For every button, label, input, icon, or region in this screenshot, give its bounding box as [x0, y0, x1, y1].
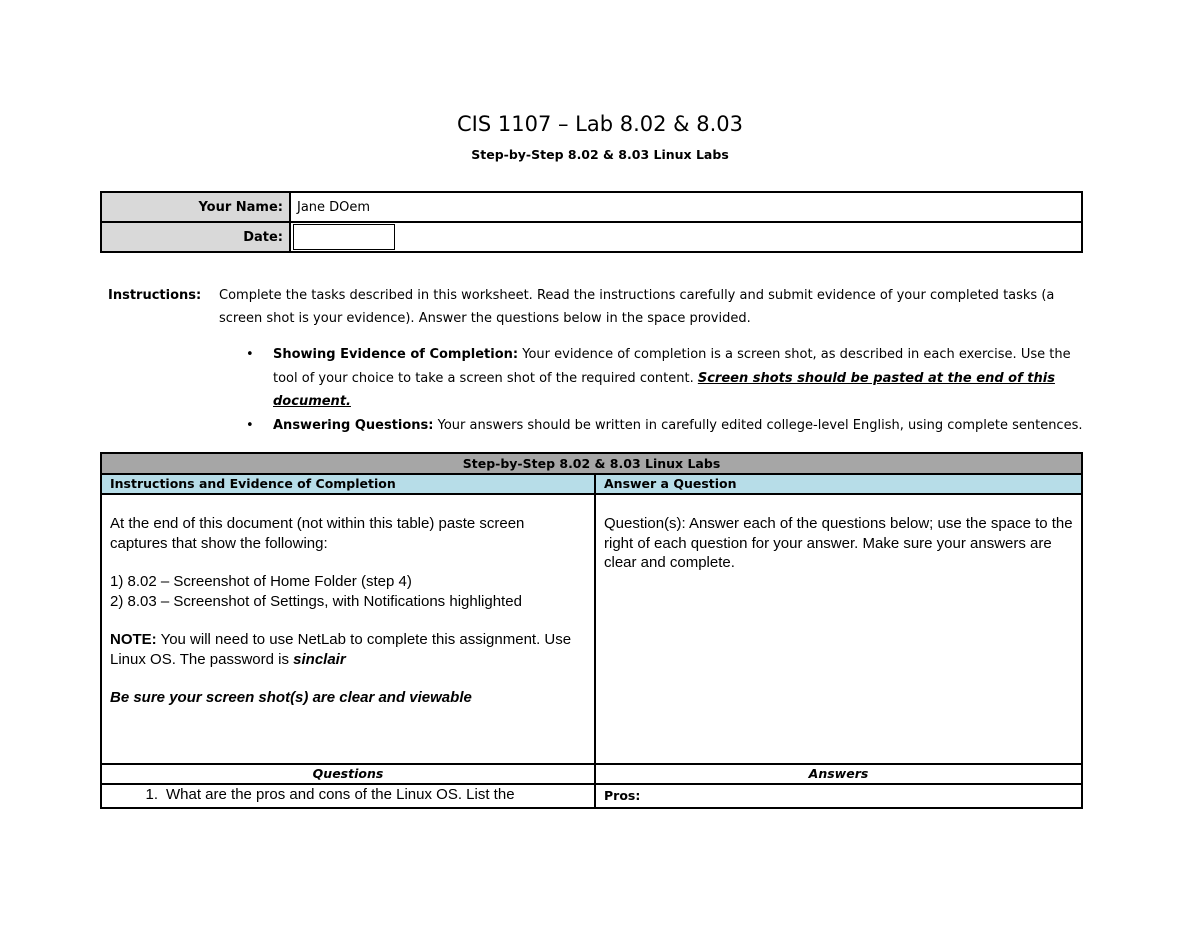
question-1 [101, 784, 595, 808]
name-field[interactable] [290, 192, 1082, 222]
pros-label: Pros: [604, 788, 641, 803]
bullet-answering [108, 414, 1098, 438]
lab-table [100, 452, 1083, 809]
question-number: 1. [145, 786, 158, 803]
answers-header: Answers [595, 764, 1082, 784]
date-field[interactable] [293, 224, 395, 250]
bullet-heading: Showing Evidence of Completion: [273, 347, 519, 362]
bullet-icon: • [246, 417, 254, 433]
instructions-text: Complete the tasks described in this worksheet. Read the instructions carefully and submit evidence of your completed tasks (a screen shot is your evidence). Answer the questions below in the space provided. [219, 288, 1055, 326]
bullet-text: Your answers should be written in carefully edited college-level English, using complete sentences. [433, 417, 1083, 433]
note [110, 630, 586, 669]
answer-cell[interactable] [595, 494, 1082, 764]
name-value[interactable]: Jane DOem [297, 199, 371, 215]
student-info-table [100, 191, 1083, 253]
answer-instructions: Question(s): Answer each of the questions below; use the space to the right of each question for your answer. Make sure your answers are clear and complete. [604, 515, 1073, 571]
evidence-item-1: 1) 8.02 – Screenshot of Home Folder (step 4) [110, 573, 412, 590]
instructions-cell [101, 494, 595, 764]
note-text: You will need to use NetLab to complete this assignment. Use Linux OS. The password is [110, 631, 572, 668]
instructions-label: Instructions: [108, 288, 202, 303]
note-label: NOTE: [110, 631, 157, 648]
bullet-emphasis: Screen shots should be pasted at the end of this document. [273, 370, 1055, 409]
question-text: What are the pros and cons of the Linux OS. List the [166, 786, 515, 803]
name-row [101, 192, 1082, 222]
lab-table-title: Step-by-Step 8.02 & 8.03 Linux Labs [101, 453, 1082, 474]
page-subtitle: Step-by-Step 8.02 & 8.03 Linux Labs [471, 147, 729, 162]
date-row [101, 222, 1082, 252]
password: sinclair [293, 650, 346, 668]
evidence-item-2: 2) 8.03 – Screenshot of Settings, with Notifications highlighted [110, 592, 522, 610]
bullet-icon: • [246, 347, 254, 362]
date-cell [290, 222, 1082, 252]
bullet-evidence [108, 343, 1098, 414]
evidence-intro: At the end of this document (not within this table) paste screen captures that show the following: [110, 515, 525, 552]
col-header-instructions: Instructions and Evidence of Completion [101, 474, 595, 494]
reminder: Be sure your screen shot(s) are clear and viewable [110, 689, 472, 706]
col-header-answer: Answer a Question [595, 474, 1082, 494]
answer-1[interactable] [595, 784, 1082, 808]
date-label: Date: [101, 222, 290, 252]
page-title: CIS 1107 – Lab 8.02 & 8.03 [457, 112, 743, 136]
bullet-text: Your evidence of completion is a screen shot, as described in each exercise. Use the tool of your choice to take a screen shot of the required content. [273, 347, 1071, 386]
instruction-bullets [108, 343, 1098, 437]
questions-header: Questions [101, 764, 595, 784]
name-label: Your Name: [101, 192, 290, 222]
bullet-heading: Answering Questions: [273, 417, 434, 433]
